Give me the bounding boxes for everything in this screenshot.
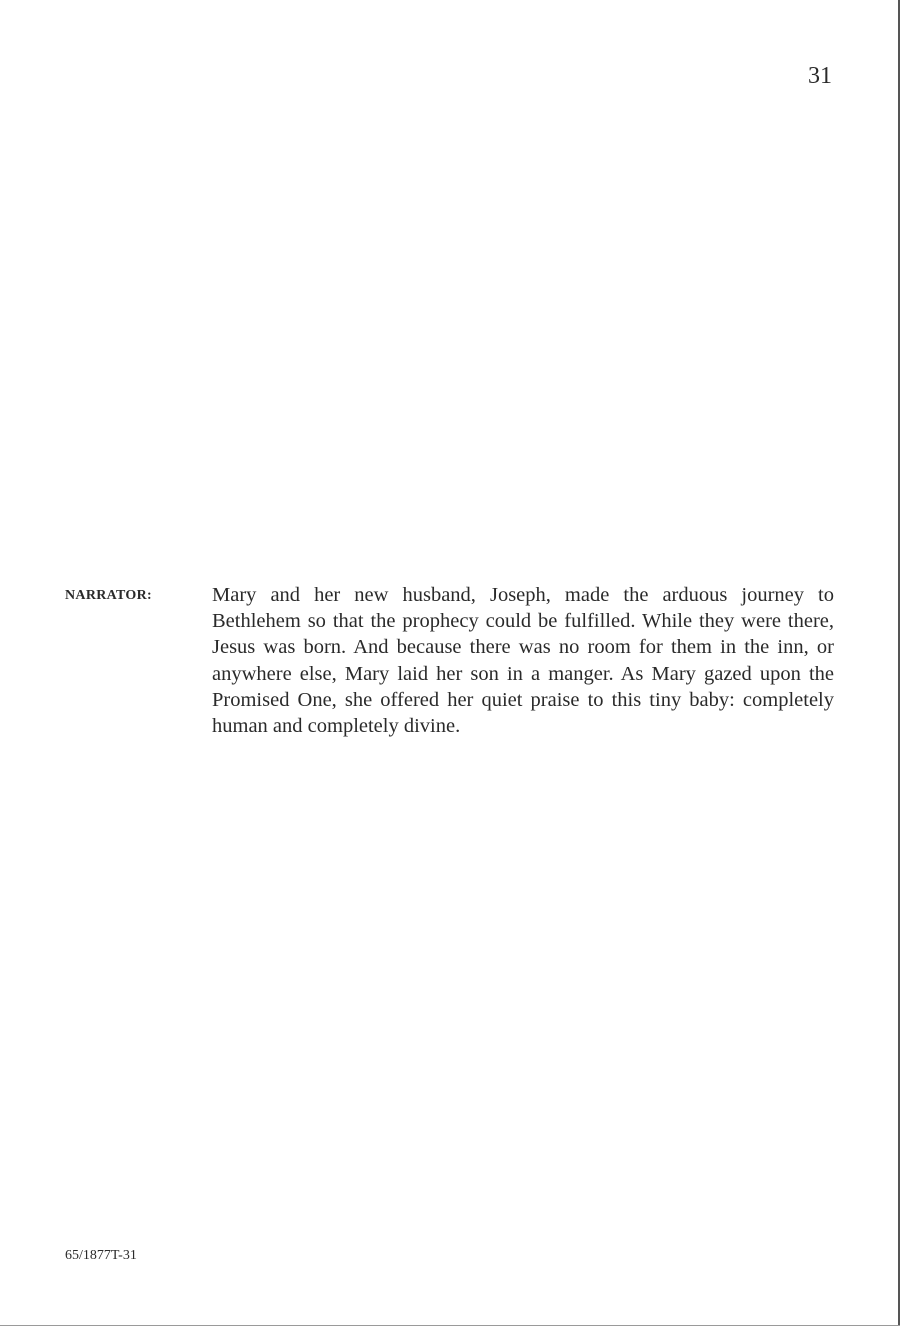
speaker-label: NARRATOR: <box>65 588 152 603</box>
footer-catalog-code: 65/1877T-31 <box>65 1248 137 1263</box>
speech-text: Mary and her new husband, Joseph, made the arduous journey to Bethlehem so that the prophecy could be fulfilled. While they were there, Jesus was born. And because there was no room for them in the inn, or anywhere else, Mary laid her son in a manger. As Mary gazed upon the Promised One, she offered her quiet praise to this tiny baby: completely human and completely divine. <box>212 584 834 738</box>
page-number: 31 <box>808 63 832 89</box>
